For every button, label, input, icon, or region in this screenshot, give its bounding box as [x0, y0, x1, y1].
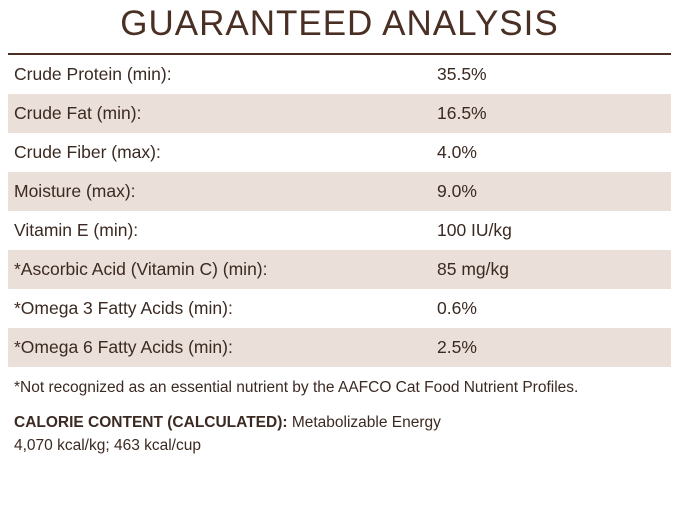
- nutrient-value: 4.0%: [437, 141, 477, 162]
- nutrient-label: Crude Fat (min):: [8, 94, 433, 133]
- calorie-content-value: Metabolizable Energy: [291, 413, 441, 431]
- table-row: [8, 55, 671, 94]
- nutrient-value: 16.5%: [433, 94, 671, 133]
- page-title: GUARANTEED ANALYSIS: [120, 4, 559, 43]
- nutrient-label: *Omega 6 Fatty Acids (min):: [8, 328, 433, 367]
- nutrient-value: 35.5%: [437, 63, 487, 84]
- calorie-content-block: [8, 397, 671, 458]
- nutrient-label: Crude Protein (min):: [14, 63, 172, 84]
- table-row: [8, 172, 671, 211]
- nutrient-value: 100 IU/kg: [437, 219, 512, 240]
- nutrient-value: 0.6%: [437, 297, 477, 318]
- nutrient-label: *Ascorbic Acid (Vitamin C) (min):: [8, 250, 433, 289]
- calorie-content-detail: 4,070 kcal/kg; 463 kcal/cup: [14, 437, 201, 454]
- guaranteed-analysis-table: [8, 55, 671, 367]
- nutrient-value: 2.5%: [433, 328, 671, 367]
- table-row: [8, 328, 671, 367]
- table-row: [8, 94, 671, 133]
- table-row: [8, 133, 671, 172]
- table-row: [8, 211, 671, 250]
- nutrient-label: *Omega 3 Fatty Acids (min):: [14, 297, 233, 318]
- nutrient-value: 9.0%: [433, 172, 671, 211]
- nutrient-label: Moisture (max):: [8, 172, 433, 211]
- table-row: [8, 289, 671, 328]
- table-row: [8, 250, 671, 289]
- nutrient-label: Vitamin E (min):: [14, 219, 139, 240]
- footnote: *Not recognized as an essential nutrient by the AAFCO Cat Food Nutrient Profiles.: [14, 378, 579, 396]
- nutrient-label: Crude Fiber (max):: [14, 141, 161, 162]
- calorie-content-label: CALORIE CONTENT (CALCULATED):: [14, 413, 288, 431]
- nutrient-value: 85 mg/kg: [433, 250, 671, 289]
